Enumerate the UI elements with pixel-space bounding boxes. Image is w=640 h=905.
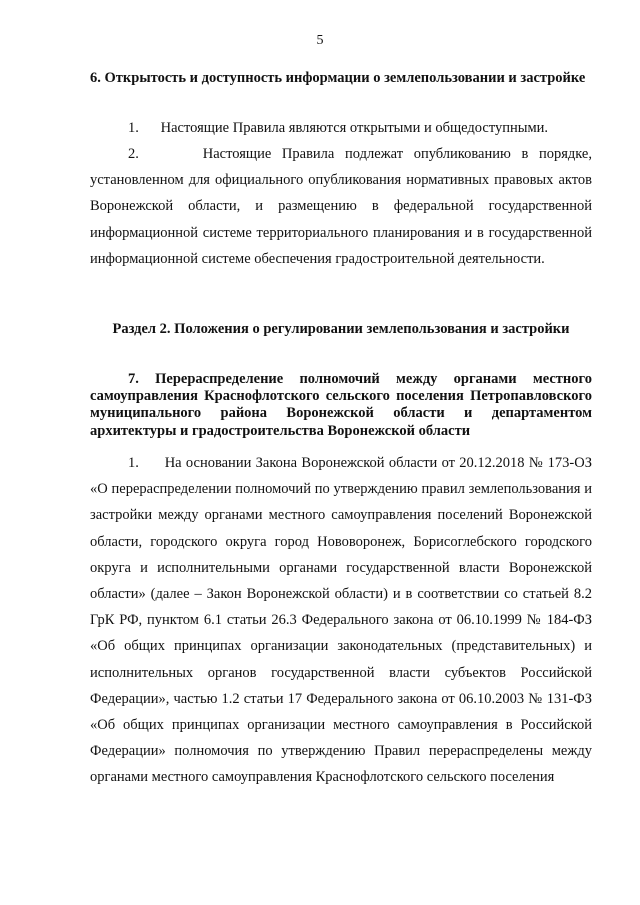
page-number: 5 <box>316 33 324 48</box>
article-7-item-1: 1. На основании Закона Воронежской области от 20.12.2018 № 173-ОЗ «О перераспределении полномочий по утверждению правил землепользования и застройки между органами местного самоуправления поселений Воронежской области, городского округа город Нововоронеж, Борисоглебского городского округа и исполнительными органами государственной власти Воронежской области» (далее – Закон Воронежской области) и в соответствии со статьей 8.2 ГрК РФ, пунктом 6.1 статьи 26.3 Федерального закона от 06.10.1999 № 184-ФЗ «Об общих принципах организации законодательных (представительных) и исполнительных органов государственной власти субъектов Российской Федерации», частью 1.2 статьи 17 Федерального закона от 06.10.2003 № 131-ФЗ «Об общих принципах организации местного самоуправления в Российской Федерации» полномочия по утверждению Правил перераспределены между органами местного самоуправления Краснофлотского сельского поселения <box>90 455 592 786</box>
section-2-title: Раздел 2. Положения о регулировании землепользования и застройки <box>112 321 570 337</box>
article-6-heading: 6. Открытость и доступность информации о землепользовании и застройке <box>90 70 586 86</box>
article-7-heading: 7. Перераспределение полномочий между органами местного самоуправления Краснофлотского сельского поселения Петропавловского муниципального района Воронежской области и департаментом архитектуры и градостроительства Воронежской области <box>90 371 592 439</box>
article-6-item-2: 2. Настоящие Правила подлежат опубликованию в порядке, установленном для официального опубликования нормативных правовых актов Воронежской области, и размещению в федеральной государственной информационной системе территориального планирования и в государственной информационной системе обеспечения градостроительной деятельности. <box>90 146 592 267</box>
article-6-item-1: 1. Настоящие Правила являются открытыми и общедоступными. <box>128 120 549 136</box>
